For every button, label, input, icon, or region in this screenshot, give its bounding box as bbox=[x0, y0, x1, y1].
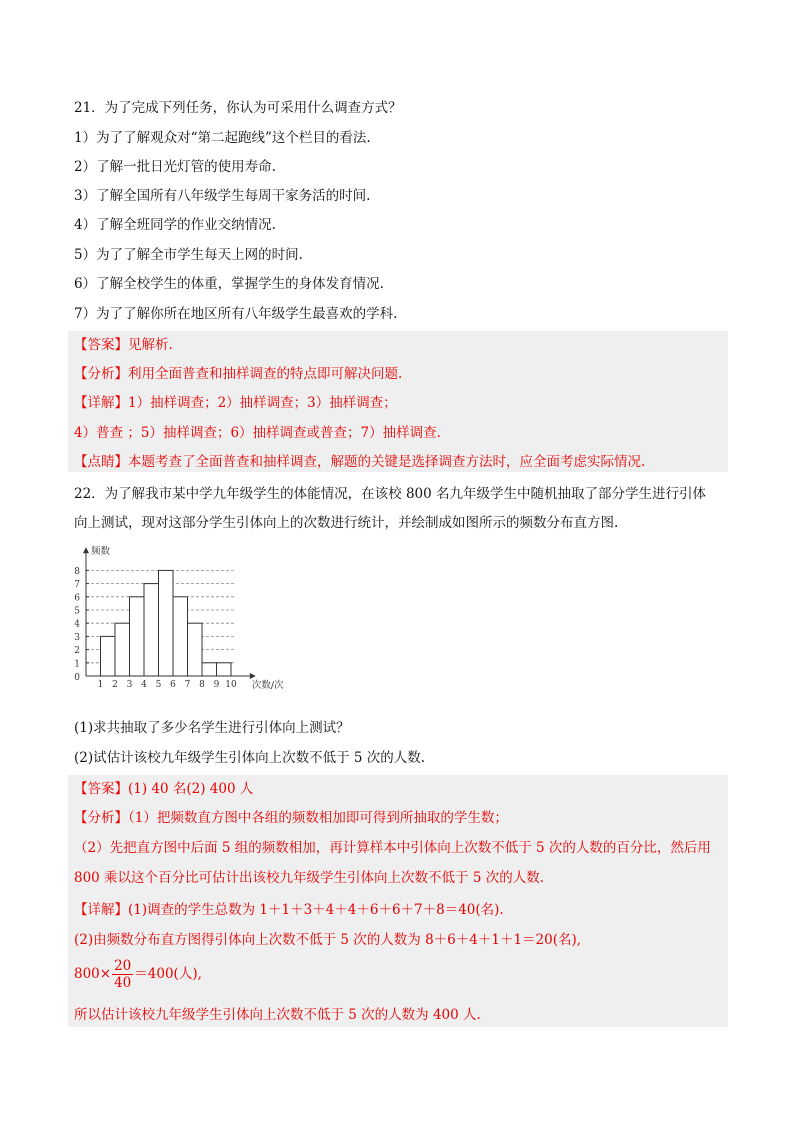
histogram-bar bbox=[115, 623, 130, 676]
q21-comment: 【点睛】本题考查了全面普查和抽样调查，解题的关键是选择调查方法时，应全面考虑实际情况. bbox=[74, 454, 646, 470]
q21-item: 1）为了了解观众对“第二起跑线”这个栏目的看法. bbox=[74, 130, 371, 146]
histogram-bar bbox=[188, 623, 203, 676]
x-tick-label: 4 bbox=[141, 680, 147, 690]
q21-detail: 4）普查 ；5）抽样调查；6）抽样调查或普查；7）抽样调查. bbox=[74, 425, 441, 441]
x-axis-arrow bbox=[250, 673, 256, 679]
histogram-bar bbox=[202, 663, 217, 676]
x-tick-label: 3 bbox=[126, 680, 133, 690]
q22-detail: 【详解】(1)调查的学生总数为 1＋1＋3＋4＋4＋6＋6＋7＋8＝40(名). bbox=[74, 902, 504, 918]
histogram-bar bbox=[173, 597, 188, 676]
q22-stem: 22．为了解我市某中学九年级学生的体能情况，在该校 800 名九年级学生中随机抽取了部分学生进行引体 bbox=[74, 486, 707, 502]
y-tick-label: 4 bbox=[74, 619, 80, 630]
histogram-bar bbox=[217, 663, 232, 676]
q21-item: 5）为了了解全市学生每天上网的时间. bbox=[74, 247, 303, 263]
histogram-bar bbox=[144, 584, 159, 676]
x-axis-label: 次数/次 bbox=[251, 680, 284, 690]
q21-item: 3）了解全国所有八年级学生每周干家务活的时间. bbox=[74, 188, 371, 204]
y-tick-label: 6 bbox=[74, 593, 80, 604]
q21-item: 4）了解全班同学的作业交纳情况. bbox=[74, 217, 276, 233]
q22-stem: 向上测试，现对这部分学生引体向上的次数进行统计，并绘制成如图所示的频数分布直方图. bbox=[74, 515, 619, 531]
q21-answer: 【答案】见解析. bbox=[74, 337, 173, 353]
histogram-bar bbox=[101, 636, 116, 676]
histogram-bar bbox=[130, 597, 145, 676]
x-tick-label: 2 bbox=[112, 680, 118, 690]
q22-analysis: 【分析】（1）把频数直方图中各组的频数相加即可得到所抽取的学生数； bbox=[74, 810, 508, 826]
q22-analysis: 800 乘以这个百分比可估计出该校九年级学生引体向上次数不低于 5 次的人数. bbox=[74, 870, 545, 886]
q22-detail: (2)由频数分布直方图得引体向上次数不低于 5 次的人数为 8＋6＋4＋1＋1＝20(名), bbox=[74, 932, 582, 948]
fraction bbox=[112, 958, 133, 991]
x-tick-label: 8 bbox=[199, 680, 205, 690]
x-tick-label: 5 bbox=[155, 680, 162, 690]
q21-analysis: 【分析】利用全面普查和抽样调查的特点即可解决问题. bbox=[74, 366, 403, 382]
q22-answer: 【答案】(1) 40 名(2) 400 人 bbox=[74, 781, 254, 797]
q22-sub-question: (2)试估计该校九年级学生引体向上次数不低于 5 次的人数. bbox=[74, 750, 426, 766]
histogram-bar bbox=[159, 570, 174, 676]
q22-conclusion: 所以估计该校九年级学生引体向上次数不低于 5 次的人数为 400 人. bbox=[74, 1007, 481, 1023]
q21-detail: 【详解】1）抽样调查；2）抽样调查；3）抽样调查； bbox=[74, 395, 397, 411]
y-tick-label: 8 bbox=[74, 566, 80, 577]
y-tick-label: 1 bbox=[74, 659, 80, 670]
q21-item: 2）了解一批日光灯管的使用寿命. bbox=[74, 159, 276, 175]
x-tick-label: 7 bbox=[184, 680, 191, 690]
q22-detail-fraction-line bbox=[74, 956, 202, 992]
x-tick-label: 6 bbox=[170, 680, 176, 690]
fraction-denominator: 40 bbox=[114, 975, 132, 991]
y-tick-label: 7 bbox=[74, 580, 80, 591]
y-tick-label: 3 bbox=[74, 632, 80, 643]
origin-label: 0 bbox=[74, 673, 80, 683]
y-axis-arrow bbox=[83, 547, 89, 553]
fraction-prefix: 800× bbox=[74, 966, 112, 982]
q22-sub-question: (1)求共抽取了多少名学生进行引体向上测试？ bbox=[74, 720, 350, 736]
fraction-suffix: ＝400(人), bbox=[134, 966, 202, 982]
x-tick-label: 1 bbox=[97, 680, 104, 690]
y-axis-label: 频数 bbox=[91, 546, 111, 558]
q21-item: 6）了解全校学生的体重，掌握学生的身体发育情况. bbox=[74, 276, 384, 292]
y-tick-label: 5 bbox=[74, 606, 80, 617]
q22-analysis: （2）先把直方图中后面 5 组的频数相加，再计算样本中引体向上次数不低于 5 次的人数的百分比，然后用 bbox=[74, 840, 711, 856]
y-tick-label: 2 bbox=[74, 646, 80, 657]
x-tick-label: 10 bbox=[225, 680, 237, 690]
q21-title: 21．为了完成下列任务，你认为可采用什么调查方式？ bbox=[74, 100, 402, 116]
fraction-numerator: 20 bbox=[114, 958, 132, 974]
frequency-histogram bbox=[64, 540, 324, 690]
q21-item: 7）为了了解你所在地区所有八年级学生最喜欢的学科. bbox=[74, 306, 398, 322]
x-tick-label: 9 bbox=[213, 680, 220, 690]
